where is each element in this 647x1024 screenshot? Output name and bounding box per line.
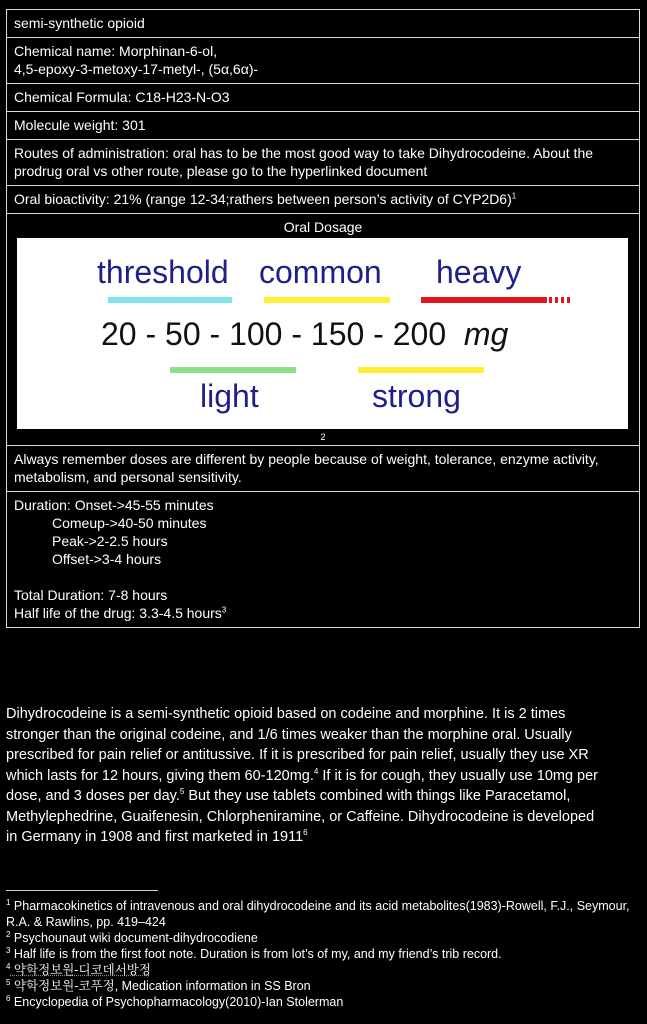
footnote-ref-4[interactable]: 4 (313, 766, 319, 776)
label-heavy: heavy (436, 254, 522, 290)
label-threshold: threshold (97, 254, 229, 290)
label-strong: strong (372, 378, 461, 414)
half-life-text: Half life of the drug: 3.3-4.5 hours (14, 605, 222, 621)
dosage-title: Oral Dosage (283, 219, 363, 235)
footnote-6 (6, 994, 636, 1010)
bioactivity-text: Oral bioactivity: 21% (range 12-34;rathers between person’s activity of CYP2D6) (14, 191, 512, 207)
footnote-3-text: Half life is from the first foot note. Duration is from lot’s of my, and my friend’s trib record. (10, 947, 502, 961)
footnote-3-number: 3 (6, 945, 11, 955)
footnote-5-text[interactable]: 약학정보원-코푸정, Medication information in SS Bron (10, 979, 311, 993)
footnote-5 (6, 978, 636, 994)
bar-strong (358, 367, 484, 373)
bar-threshold (108, 297, 232, 303)
footnote-ref-5[interactable]: 5 (179, 787, 185, 797)
label-light: light (200, 378, 259, 414)
bioactivity-row (7, 185, 639, 213)
footnote-ref-6[interactable]: 6 (303, 828, 308, 838)
bar-heavy-dashed-extension (549, 297, 573, 303)
footnote-2 (6, 930, 636, 946)
duration-peak: Peak->2-2.5 hours (52, 533, 168, 549)
description-paragraph (6, 704, 606, 848)
bioactivity-footnote-ref[interactable]: 1 (511, 191, 517, 201)
remember-row (7, 445, 639, 491)
bar-common (264, 297, 390, 303)
remember-text: Always remember doses are different by people because of weight, tolerance, enzyme activity, metabolism, and personal sensitivity. (14, 451, 599, 485)
footnote-4 (6, 962, 636, 978)
routes-row (7, 139, 639, 185)
classification-text: semi-synthetic opioid (14, 15, 145, 31)
routes-text: Routes of administration: oral has to be the most good way to take Dihydrocodeine. About the prodrug oral vs other route, please go to the hyperlinked document (14, 145, 594, 179)
footnote-1-number: 1 (6, 897, 11, 907)
half-life (14, 604, 632, 622)
footnote-4-number: 4 (6, 961, 11, 971)
dosage-row (7, 213, 639, 445)
description-part2: If it is for cough, they usually use 10mg per dose, and 3 doses per day. (6, 767, 599, 804)
bar-light (170, 367, 296, 373)
dosage-chart (17, 238, 628, 429)
bar-heavy (421, 297, 547, 303)
footnote-2-text: Psychounaut wiki document-dihydrocodiene (10, 931, 258, 945)
chemical-name-line1: Chemical name: Morphinan-6-ol, (14, 43, 218, 59)
drug-info-table (6, 9, 640, 628)
chemical-formula-text: Chemical Formula: C18-H23-N-O3 (14, 89, 230, 105)
duration-spacer (14, 568, 632, 586)
footnote-divider (6, 890, 158, 891)
dosage-unit: mg (463, 316, 509, 352)
chemical-name-line2: 4,5-epoxy-3-metoxy-17-metyl-, (5α,6α)- (14, 61, 259, 77)
duration-comeup: Comeup->40-50 minutes (52, 515, 207, 531)
total-duration: Total Duration: 7-8 hours (14, 587, 168, 603)
dosage-footnote-ref[interactable]: 2 (320, 432, 326, 442)
chemical-formula-row (7, 83, 639, 111)
footnote-5-number: 5 (6, 977, 11, 987)
molecule-weight-text: Molecule weight: 301 (14, 117, 146, 133)
duration-offset: Offset->3-4 hours (52, 551, 162, 567)
label-common: common (259, 254, 382, 290)
footnote-4-text[interactable]: 약학정보원-디코데서방정 (10, 963, 151, 977)
classification-row (7, 10, 639, 37)
footnote-6-number: 6 (6, 993, 11, 1003)
footnotes-list (6, 898, 636, 1010)
footnote-1 (6, 898, 636, 930)
duration-row (7, 491, 639, 627)
molecule-weight-row (7, 111, 639, 139)
footnote-1-text: Pharmacokinetics of intravenous and oral dihydrocodeine and its acid metabolites(1983)-Rowell, F.J., Seymour, R.A. & Rawlins, pp. 419–424 (6, 899, 630, 929)
chemical-name-row (7, 37, 639, 83)
duration-onset: Duration: Onset->45-55 minutes (14, 497, 214, 513)
footnote-3 (6, 946, 636, 962)
dosage-scale-values: 20 - 50 - 100 - 150 - 200 (101, 316, 447, 352)
description-part3: But they use tablets combined with things like Paracetamol, Methylephedrine, Guaifenesin, Chlorpheniramine, or Caffeine. Dihydrocodeine is developed in Germany in 1908 and first marketed in 1911 (6, 788, 595, 845)
description-part1: Dihydrocodeine is a semi-synthetic opioid based on codeine and morphine. It is 2 times stronger than the original codeine, and 1/6 times weaker than the morphine oral. Usually prescribed for pain relief or antitussive. If it is prescribed for pain relief, usually they use XR which lasts for 12 hours, giving them 60-120mg. (6, 706, 589, 784)
dosage-scale (101, 316, 508, 352)
footnote-6-text: Encyclopedia of Psychopharmacology(2010)-Ian Stolerman (10, 995, 344, 1009)
half-life-footnote-ref[interactable]: 3 (221, 605, 227, 615)
footnote-2-number: 2 (6, 929, 11, 939)
